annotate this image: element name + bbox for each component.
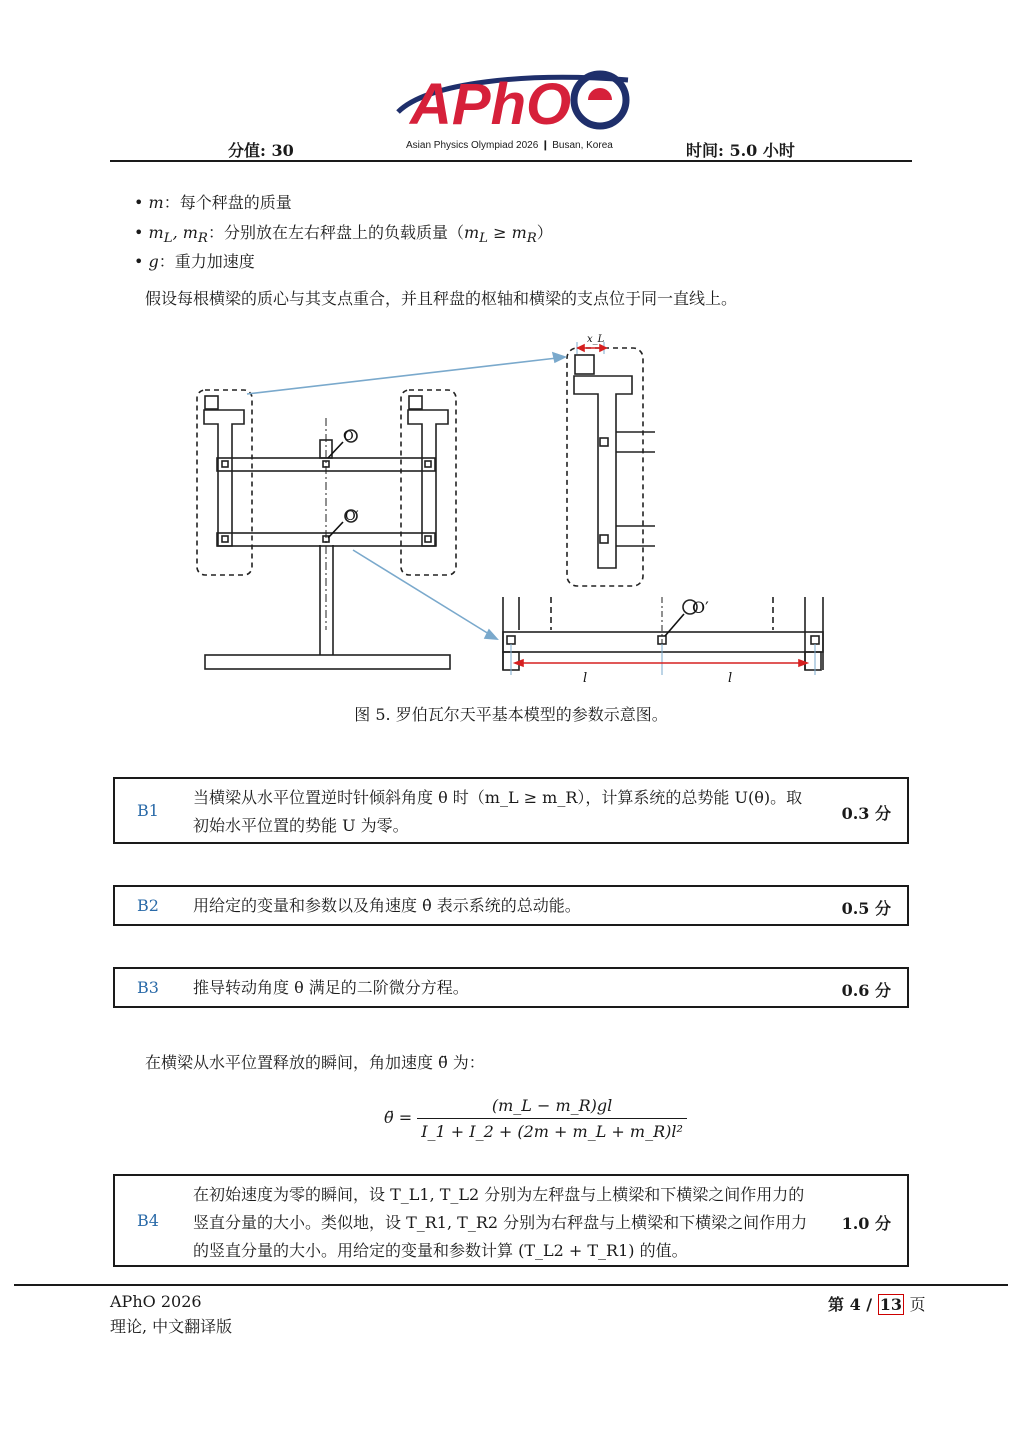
page-total-link[interactable]: 13 bbox=[879, 1295, 902, 1314]
formula-fraction bbox=[417, 1096, 687, 1141]
logo-subtitle: Asian Physics Olympiad 2026 ❙ Busan, Korea bbox=[406, 140, 613, 151]
task-line: 用给定的变量和参数以及角速度 θ̇ 表示系统的总动能。 bbox=[193, 896, 581, 915]
task-body bbox=[193, 1181, 807, 1265]
intro-paragraph: 假设每根横梁的质心与其支点重合，并且秤盘的枢轴和横梁的支点位于同一直线上。 bbox=[145, 289, 738, 308]
label-l-right: l bbox=[728, 671, 733, 686]
task-box-B1 bbox=[113, 777, 909, 844]
roberval-balance-figure bbox=[185, 330, 845, 690]
task-code: B2 bbox=[137, 896, 159, 915]
task-code: B1 bbox=[137, 801, 159, 820]
bullet-load-text: ：分别放在左右秤盘上的负载质量$(m_L \ge m_R)$ bbox=[207, 223, 553, 247]
task-line: 初始水平位置的势能 U 为零。 bbox=[193, 816, 409, 835]
footer-rule bbox=[14, 1284, 1008, 1286]
bullet-gravity: • g：重力加速度 bbox=[134, 252, 255, 271]
label-O-prime: O′ bbox=[345, 509, 359, 524]
task-points: 1.0 分 bbox=[841, 1214, 891, 1233]
page-suffix: 页 bbox=[909, 1295, 926, 1314]
zoom-beam bbox=[503, 632, 823, 652]
task-code: B4 bbox=[137, 1211, 159, 1230]
footer-exam-name: APhO 2026 bbox=[110, 1292, 202, 1311]
bullet-load: • $m_L$, $m_R$：分别放在左右秤盘上的负载质量$(m_L \ge m_R)$ bbox=[134, 223, 553, 247]
task-points: 0.3 分 bbox=[841, 804, 891, 823]
page-indicator bbox=[828, 1292, 926, 1315]
task-line: 的竖直分量的大小。用给定的变量和参数计算 (T_L2 + T_R1) 的值。 bbox=[193, 1241, 688, 1260]
bullet-mass-text: ：每个秤盘的质量 bbox=[163, 193, 292, 212]
label-l-left: l bbox=[583, 671, 588, 686]
task-body bbox=[193, 784, 802, 840]
angular-acceleration-formula bbox=[384, 1096, 687, 1141]
task-code: B3 bbox=[137, 978, 159, 997]
task-box-B4 bbox=[113, 1174, 909, 1267]
stand-base bbox=[205, 655, 450, 669]
footer-version: 理论, 中文翻译版 bbox=[110, 1317, 233, 1336]
task-line: 竖直分量的大小。类似地，设 T_R1, T_R2 分别为右秤盘与上横梁和下横梁之间作用力 bbox=[193, 1213, 808, 1232]
task-points: 0.6 分 bbox=[841, 981, 891, 1000]
bullet-mass: • m：每个秤盘的质量 bbox=[134, 193, 292, 212]
task-line: 推导转动角度 θ 满足的二阶微分方程。 bbox=[193, 978, 469, 997]
formula-denominator: I_1 + I_2 + (2m + m_L + m_R)l² bbox=[421, 1122, 683, 1141]
page-prefix: 第 4 / bbox=[828, 1295, 873, 1314]
logo-text: APhO bbox=[410, 72, 572, 137]
bullet-gravity-text: ：重力加速度 bbox=[158, 252, 255, 271]
task-line: 当横梁从水平位置逆时针倾斜角度 θ 时（m_L ≥ m_R），计算系统的总势能 U(θ)。取 bbox=[193, 788, 803, 807]
label-xL: x_L bbox=[587, 334, 605, 345]
task-box-B3 bbox=[113, 967, 909, 1008]
label-O-prime-zoom: O′ bbox=[692, 598, 709, 617]
time-label: 时间: 5.0 小时 bbox=[686, 141, 795, 160]
formula-numerator: (m_L − m_R)gl bbox=[417, 1096, 687, 1119]
label-O: O bbox=[343, 429, 354, 444]
score-label: 分值: 30 bbox=[228, 141, 294, 160]
figure-caption: 图 5. 罗伯瓦尔天平基本模型的参数示意图。 bbox=[354, 705, 668, 724]
formula-lhs: θ̈ = bbox=[384, 1108, 413, 1127]
header-rule bbox=[110, 160, 912, 162]
release-paragraph: 在横梁从水平位置释放的瞬间，角加速度 θ̈ 为： bbox=[145, 1053, 485, 1072]
task-line: 在初始速度为零的瞬间，设 T_L1, T_L2 分别为左秤盘与上横梁和下横梁之间作用力的 bbox=[193, 1185, 805, 1204]
task-points: 0.5 分 bbox=[841, 899, 891, 918]
apho-logo bbox=[388, 62, 638, 142]
task-box-B2 bbox=[113, 885, 909, 926]
